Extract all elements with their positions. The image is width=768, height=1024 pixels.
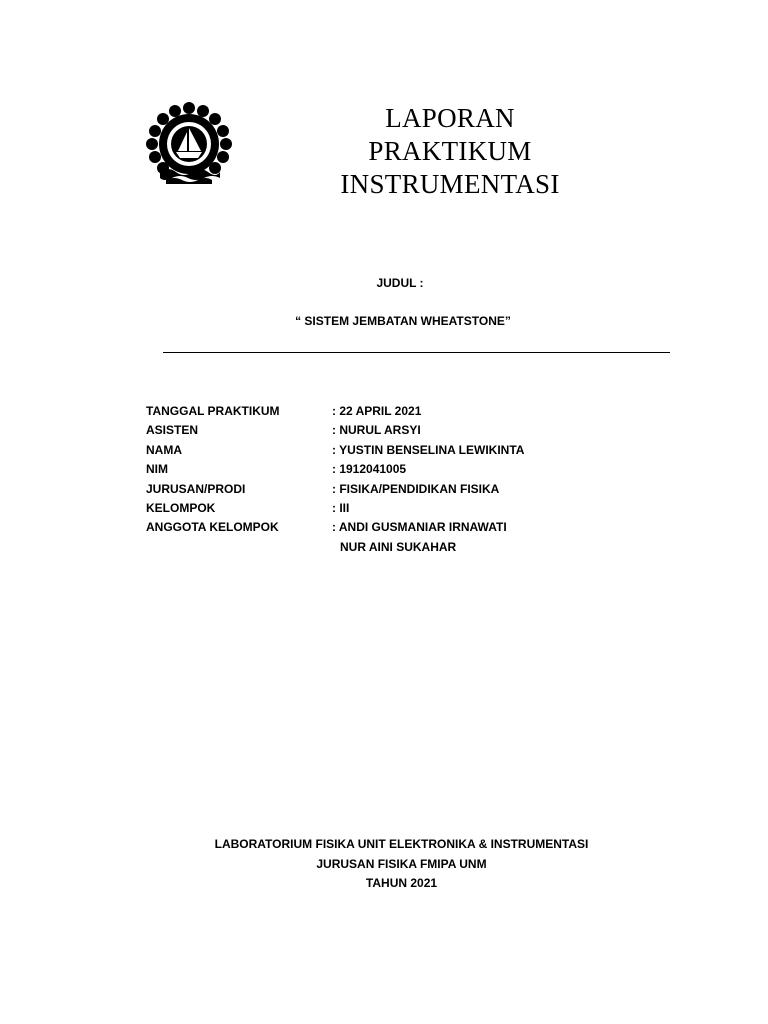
- judul-label: JUDUL :: [376, 276, 424, 290]
- info-label-anggota: ANGGOTA KELOMPOK: [146, 520, 279, 535]
- info-label-kelompok: KELOMPOK: [146, 500, 216, 515]
- title-line-3: INSTRUMENTASI: [340, 169, 560, 199]
- footer-line-3: TAHUN 2021: [365, 876, 438, 890]
- info-value-anggota: : ANDI GUSMANIAR IRNAWATI: [332, 520, 507, 535]
- footer-line-1: LABORATORIUM FISIKA UNIT ELEKTRONIKA & INSTRUMENTASI: [214, 837, 589, 851]
- title-line-2: PRAKTIKUM: [368, 136, 532, 166]
- info-value-tanggal: : 22 APRIL 2021: [332, 404, 422, 418]
- university-logo: [146, 102, 232, 184]
- info-value-nim: : 1912041005: [332, 462, 407, 477]
- info-value-jurusan: : FISIKA/PENDIDIKAN FISIKA: [332, 481, 500, 496]
- report-title: [300, 102, 600, 201]
- info-value-kelompok: : III: [332, 500, 350, 515]
- info-row: [146, 499, 626, 518]
- title-line-1: LAPORAN: [385, 103, 515, 133]
- info-label-asisten: ASISTEN: [146, 423, 199, 438]
- footer: [100, 835, 703, 894]
- info-label-nama: NAMA: [146, 442, 182, 457]
- info-row: [146, 460, 626, 479]
- info-row: [146, 480, 626, 499]
- info-row: [146, 538, 626, 557]
- info-value-asisten: : NURUL ARSYI: [332, 423, 421, 438]
- info-label-tanggal: TANGGAL PRAKTIKUM: [146, 404, 280, 418]
- divider-line: [163, 352, 670, 353]
- footer-line-2: JURUSAN FISIKA FMIPA UNM: [316, 856, 487, 871]
- info-row: [146, 441, 626, 460]
- info-row: [146, 402, 626, 421]
- judul-value: “ SISTEM JEMBATAN WHEATSTONE”: [295, 314, 511, 328]
- info-value-anggota-2: NUR AINI SUKAHAR: [340, 539, 457, 554]
- info-row: [146, 518, 626, 537]
- info-label-jurusan: JURUSAN/PRODI: [146, 481, 246, 496]
- university-logo-icon: [146, 102, 232, 184]
- info-label-nim: NIM: [146, 462, 168, 477]
- info-table: [146, 402, 626, 557]
- info-row: [146, 421, 626, 440]
- info-value-nama: : YUSTIN BENSELINA LEWIKINTA: [332, 442, 525, 457]
